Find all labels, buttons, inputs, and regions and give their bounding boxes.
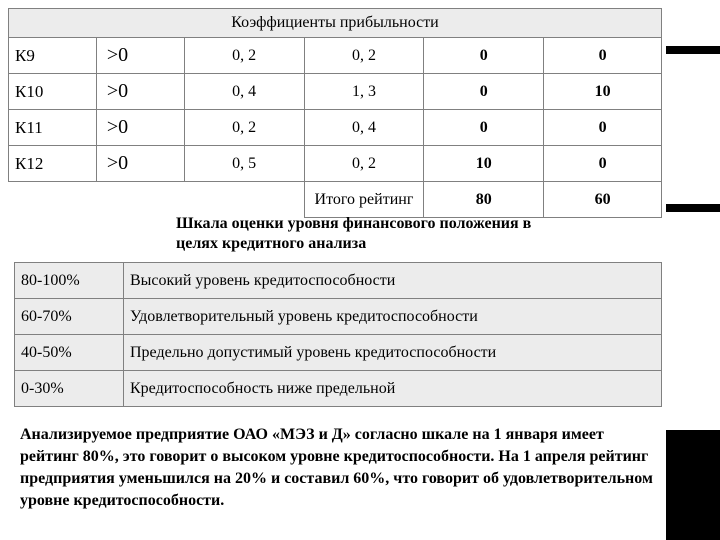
coefficient-value: 0, 5 — [184, 146, 304, 182]
coefficient-value: 0, 2 — [304, 146, 424, 182]
rating-range: 0-30% — [15, 371, 124, 407]
side-bar-segment — [666, 0, 720, 46]
coefficient-score: 0 — [544, 110, 662, 146]
coefficient-score: 10 — [544, 74, 662, 110]
table-row — [9, 38, 662, 74]
slide-side-bar — [666, 0, 720, 540]
table-row — [15, 371, 662, 407]
coefficient-score: 0 — [424, 38, 544, 74]
rating-description: Предельно допустимый уровень кредитоспособности — [124, 335, 662, 371]
rating-description: Кредитоспособность ниже предельной — [124, 371, 662, 407]
table-title: Коэффициенты прибыльности — [9, 9, 662, 38]
rating-range: 80-100% — [15, 263, 124, 299]
table-row — [15, 263, 662, 299]
coefficient-score: 0 — [544, 146, 662, 182]
rating-range: 60-70% — [15, 299, 124, 335]
table-row — [9, 146, 662, 182]
coefficient-value: 0, 2 — [184, 38, 304, 74]
side-bar-segment — [666, 212, 720, 430]
coefficient-value: 1, 3 — [304, 74, 424, 110]
total-label: Итого рейтинг — [304, 182, 424, 218]
coefficient-name: К9 — [9, 38, 97, 74]
coefficient-value: 0, 4 — [304, 110, 424, 146]
coefficient-value: 0, 2 — [304, 38, 424, 74]
table-row — [9, 74, 662, 110]
total-score: 80 — [424, 182, 544, 218]
coefficient-name: К10 — [9, 74, 97, 110]
coefficient-name: К12 — [9, 146, 97, 182]
scale-title: Шкала оценки уровня финансового положения в целях кредитного анализа — [176, 215, 532, 252]
coefficient-score: 10 — [424, 146, 544, 182]
coefficient-condition: >0 — [96, 110, 184, 146]
coefficient-condition: >0 — [96, 74, 184, 110]
rating-range: 40-50% — [15, 335, 124, 371]
side-bar-segment — [666, 54, 720, 204]
total-row — [9, 182, 662, 218]
coefficient-score: 0 — [424, 74, 544, 110]
table-header-row — [9, 9, 662, 38]
rating-description: Высокий уровень кредитоспособности — [124, 263, 662, 299]
total-score: 60 — [544, 182, 662, 218]
credit-rating-scale-table — [14, 262, 662, 407]
coefficient-condition: >0 — [96, 146, 184, 182]
coefficient-name: К11 — [9, 110, 97, 146]
table-row — [15, 335, 662, 371]
table-row — [9, 110, 662, 146]
profitability-coefficients-table — [8, 8, 662, 218]
analysis-paragraph: Анализируемое предприятие ОАО «МЭЗ и Д» согласно шкале на 1 января имеет рейтинг 80%, это говорит о высоком уровне кредитоспособности. На 1 апреля рейтинг предприятия уменьшился на 20% и составил 60%, что говорит об удовлетворительном уровне кредитоспособности. — [20, 426, 653, 509]
coefficient-condition: >0 — [96, 38, 184, 74]
coefficient-value: 0, 2 — [184, 110, 304, 146]
table-row — [15, 299, 662, 335]
coefficient-score: 0 — [544, 38, 662, 74]
rating-description: Удовлетворительный уровень кредитоспособности — [124, 299, 662, 335]
coefficient-value: 0, 4 — [184, 74, 304, 110]
coefficient-score: 0 — [424, 110, 544, 146]
